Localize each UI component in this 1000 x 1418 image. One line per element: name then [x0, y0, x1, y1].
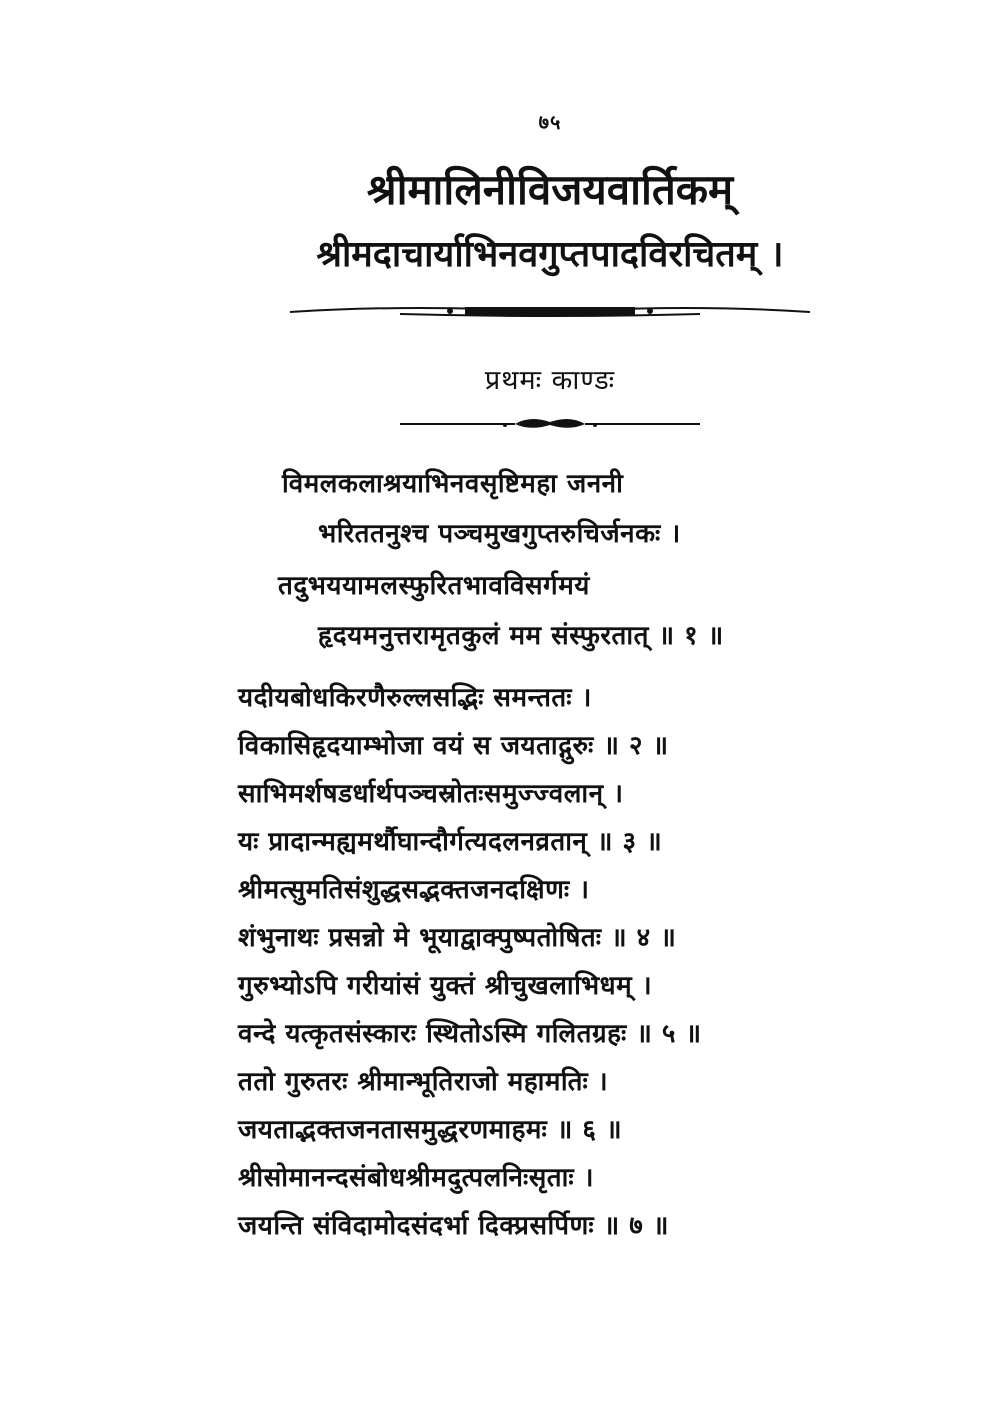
verse-line: साभिमर्शषडर्धार्थपञ्चस्रोतःसमुज्ज्वलान् ।	[238, 779, 624, 809]
title-divider-ornament	[0, 300, 1000, 324]
page-title: श्रीमालिनीविजयवार्तिकम्	[366, 165, 734, 214]
verse-line: शंभुनाथः प्रसन्नो मे भूयाद्वाक्पुष्पतोषितः ॥ ४ ॥	[238, 923, 677, 953]
verse-line: ततो गुरुतरः श्रीमान्भूतिराजो महामतिः ।	[238, 1067, 609, 1097]
verse-line: श्रीसोमानन्दसंबोधश्रीमदुत्पलनिःसृताः ।	[238, 1163, 594, 1193]
verse-line: यदीयबोधकिरणैरुल्लसद्भिः समन्ततः ।	[238, 683, 592, 713]
page-number: ७५	[538, 110, 562, 134]
opening-verse-line-4: हृदयमनुत्तरामृतकुलं मम संस्फुरतात् ॥ १ ॥	[318, 621, 724, 651]
author-subtitle: श्रीमदाचार्याभिनवगुप्तपादविरचितम् ।	[316, 233, 784, 275]
verse-line: जयन्ति संविदामोदसंदर्भा दिक्प्रसर्पिणः ॥ ७ ॥	[238, 1211, 669, 1241]
verse-line: वन्दे यत्कृतसंस्कारः स्थितोऽस्मि गलितग्रहः ॥ ५ ॥	[238, 1019, 702, 1049]
section-divider-ornament	[0, 412, 1000, 434]
verse-line: जयताद्भक्तजनतासमुद्धरणमाहमः ॥ ६ ॥	[238, 1115, 623, 1145]
verse-line: यः प्रादान्मह्यमर्थौघान्दौर्गत्यदलनव्रतान् ॥ ३ ॥	[238, 827, 663, 857]
opening-verse-line-2: भरिततनुश्च पञ्चमुखगुप्तरुचिर्जनकः ।	[318, 519, 681, 549]
section-heading: प्रथमः काण्डः	[484, 365, 616, 396]
verse-line: गुरुभ्योऽपि गरीयांसं युक्तं श्रीचुखलाभिधम् ।	[238, 971, 653, 1001]
opening-verse-line-1: विमलकलाश्रयाभिनवसृष्टिमहा जननी	[282, 469, 624, 499]
verse-line: विकासिहृदयाम्भोजा वयं स जयताद्गुरुः ॥ २ ॥	[238, 731, 669, 761]
verse-line: श्रीमत्सुमतिसंशुद्धसद्भक्तजनदक्षिणः ।	[238, 875, 590, 905]
opening-verse-line-3: तदुभययामलस्फुरितभावविसर्गमयं	[278, 571, 590, 601]
